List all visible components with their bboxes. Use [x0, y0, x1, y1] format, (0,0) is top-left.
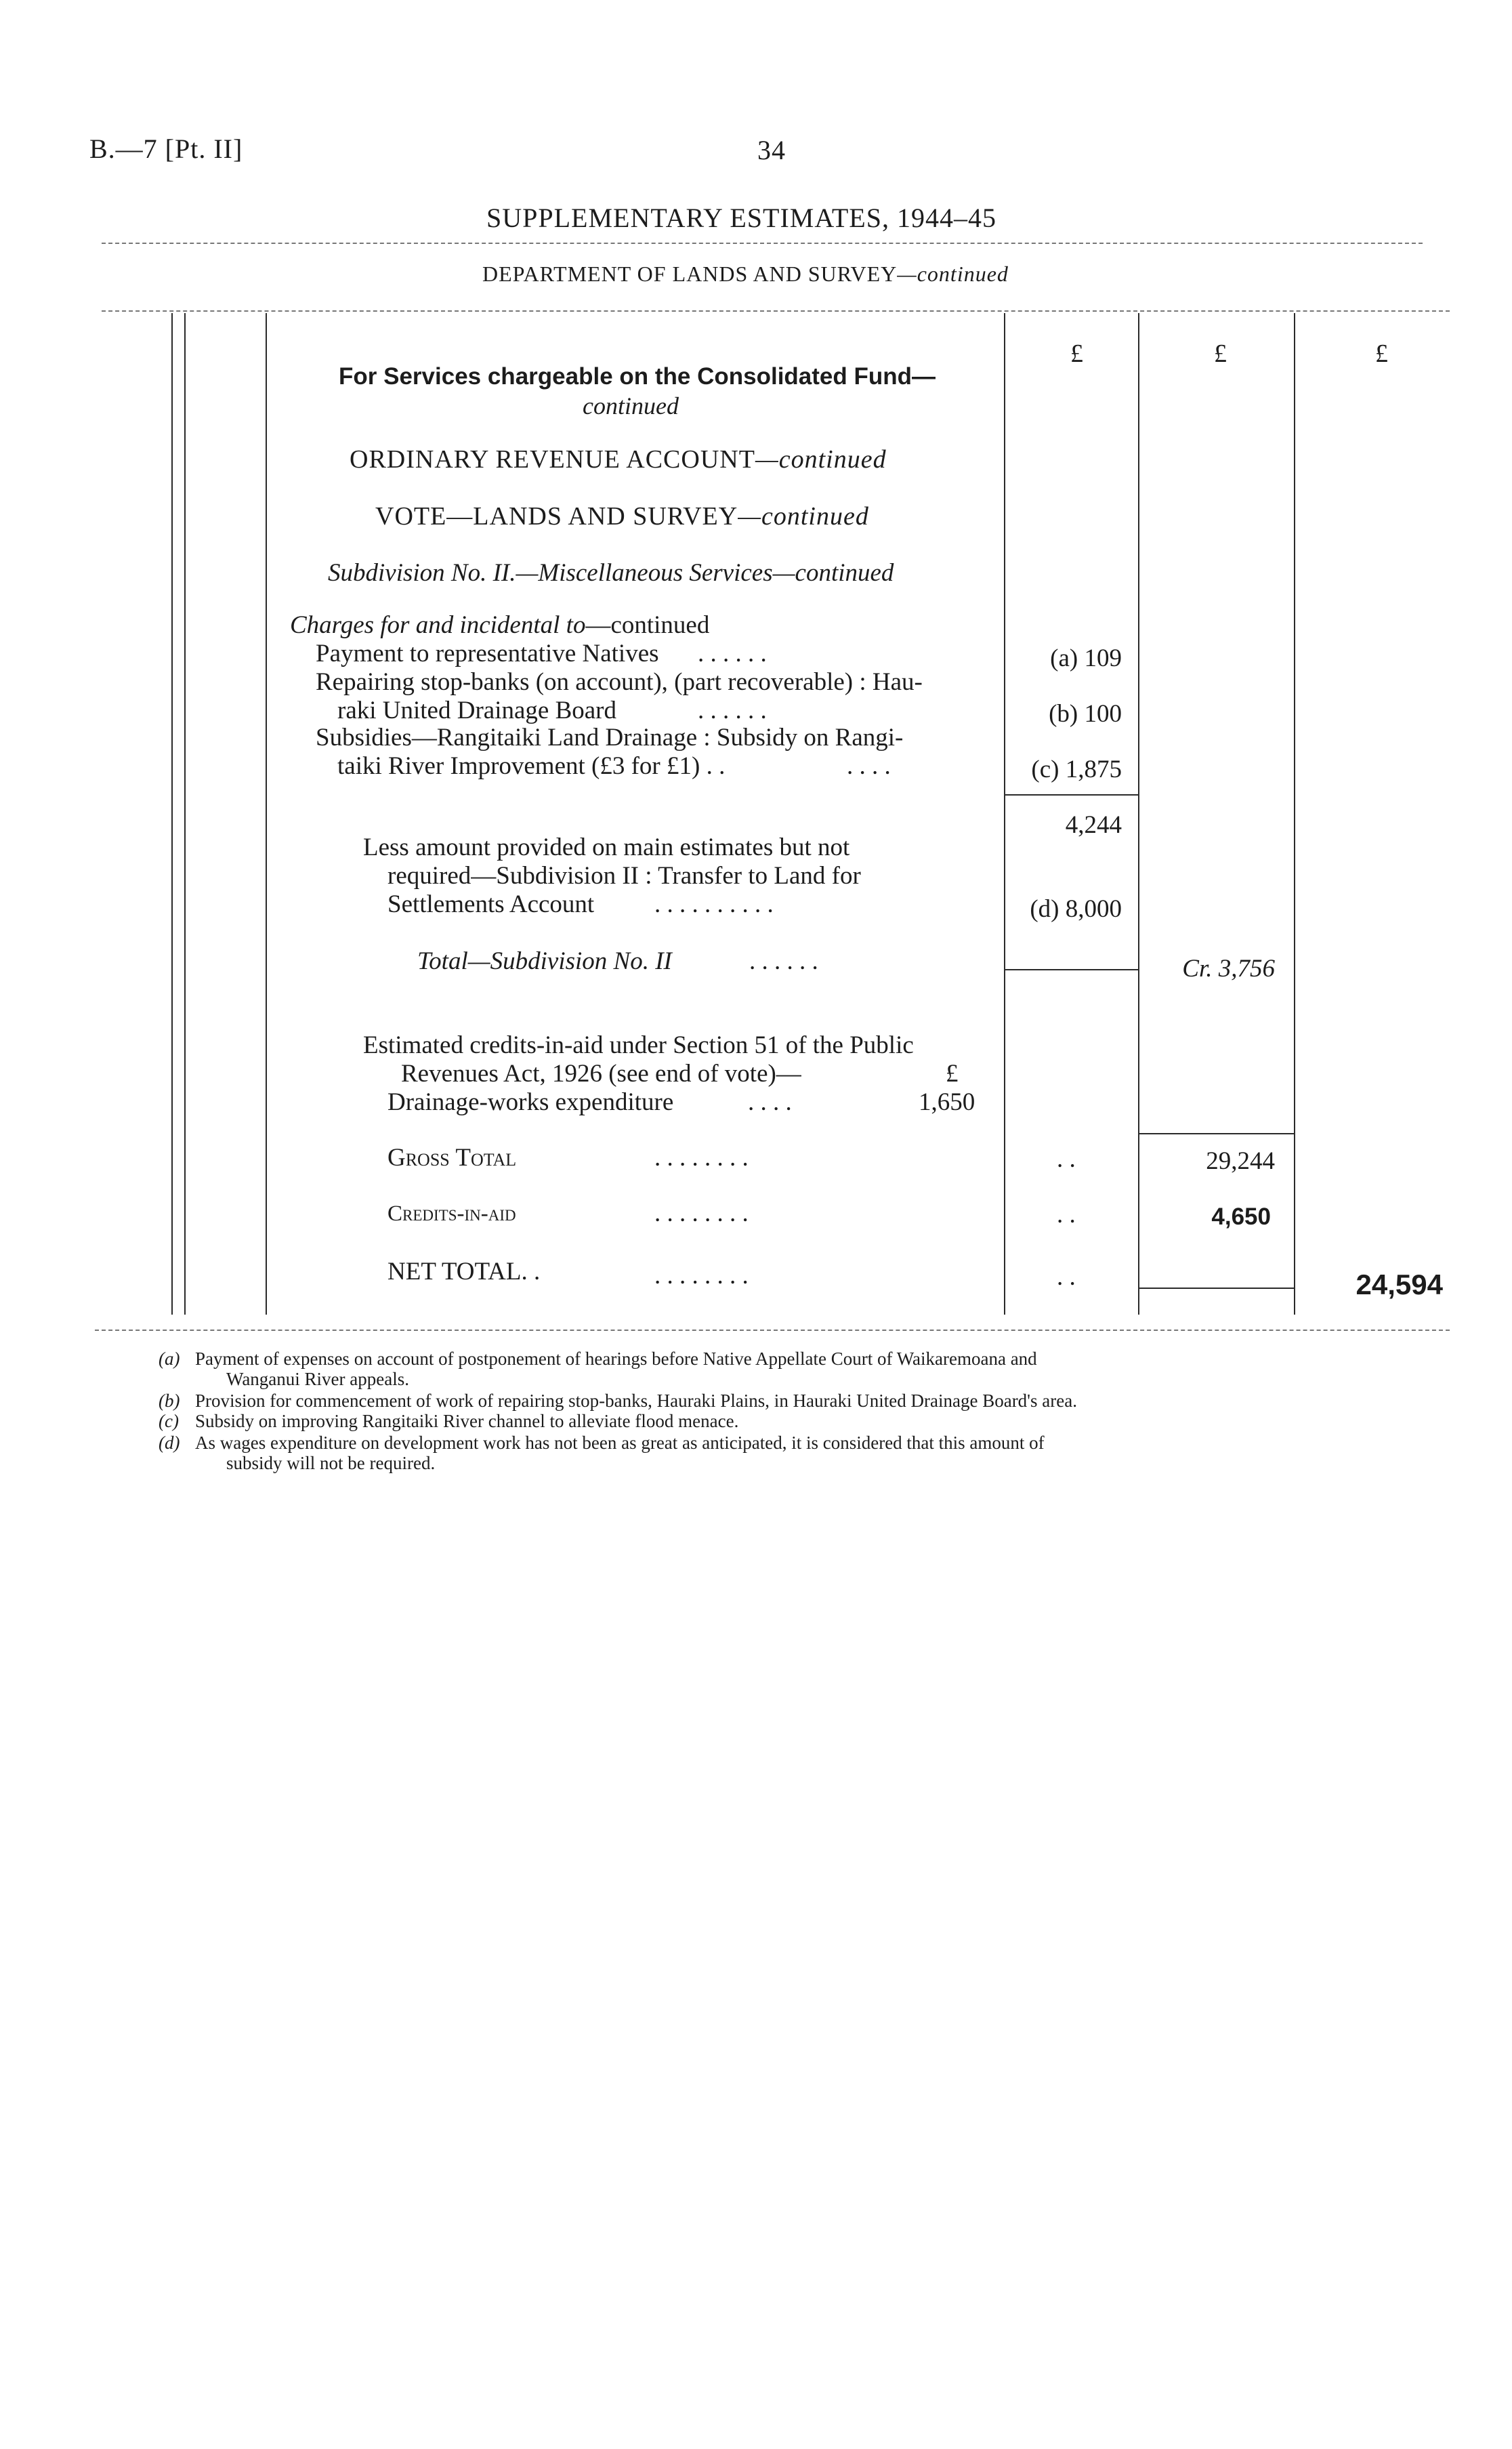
table-bottom-rule	[95, 1330, 1450, 1331]
footnote-d-line2: subsidy will not be required.	[226, 1453, 436, 1473]
gross-total-leaders: . . . . . . . .	[654, 1144, 749, 1172]
credits-note-leaders: . . . .	[748, 1088, 792, 1116]
credits-note-line1: Estimated credits-in-aid under Section 51 of the Public	[363, 1031, 914, 1059]
item-stop-banks-line1: Repairing stop-banks (on account), (part recoverable) : Hau-	[316, 668, 923, 696]
table-top-rule	[102, 310, 1450, 312]
less-amount-line1: Less amount provided on main estimates but not	[363, 834, 850, 861]
footnote-a-line2: Wanganui River appeals.	[226, 1369, 409, 1389]
vote-name: VOTE—LANDS AND SURVEY	[375, 502, 738, 531]
page-number: 34	[757, 135, 786, 165]
net-total-col1-leaders: . .	[1057, 1263, 1076, 1291]
column-1-rule	[1004, 313, 1005, 1315]
subdivision-heading: Subdivision No. II.—Miscellaneous Services—continued	[328, 559, 894, 587]
footnote-a-line1: Payment of expenses on account of postponement of hearings before Native Appellate Court of Waikaremoana and	[195, 1349, 1037, 1369]
item-subsidies-line1: Subsidies—Rangitaiki Land Drainage : Subsidy on Rangi-	[316, 724, 904, 752]
title-rule	[102, 243, 1423, 244]
item-subsidies-line2: taiki River Improvement (£3 for £1) . .	[337, 752, 726, 780]
account-heading	[350, 445, 887, 474]
gross-total-col1-leaders: . .	[1057, 1145, 1076, 1173]
credits-note-line3: Drainage-works expenditure	[387, 1088, 674, 1116]
subtotal-amount: 4,244	[1065, 811, 1122, 839]
total-subdivision-amount	[1142, 954, 1275, 983]
item-stop-banks-line2: raki United Drainage Board	[337, 697, 616, 724]
amount-representative-natives: (a) 109	[1050, 644, 1122, 672]
less-amount-value: (d) 8,000	[1030, 895, 1122, 923]
services-heading-continued: continued	[583, 392, 679, 419]
amount-stop-banks: (b) 100	[1049, 700, 1122, 728]
total-subdivision-leaders: . . . . . .	[749, 947, 818, 975]
footnote-d-line1: As wages expenditure on development work has not been as great as anticipated, it is considered that this amount of	[195, 1433, 1045, 1453]
left-border-rule-inner	[184, 313, 186, 1315]
total-subdivision-rule	[1005, 969, 1138, 970]
less-amount-line3: Settlements Account	[387, 890, 595, 918]
less-amount-line2: required—Subdivision II : Transfer to Land for	[387, 862, 861, 890]
footnote-b-mark: (b)	[159, 1391, 180, 1411]
page-title: SUPPLEMENTARY ESTIMATES, 1944–45	[486, 203, 996, 233]
currency-header-col3: £	[1375, 339, 1388, 368]
credits-note-pound: £	[946, 1060, 959, 1088]
net-total-leaders: . . . . . . . .	[654, 1262, 749, 1290]
account-name: ORDINARY REVENUE ACCOUNT	[350, 445, 755, 474]
department-name: DEPARTMENT OF LANDS AND SURVEY	[482, 262, 898, 286]
credits-note-line2: Revenues Act, 1926 (see end of vote)—	[401, 1060, 801, 1088]
net-total-amount: 24,594	[1356, 1269, 1443, 1300]
total-subdivision-value: Cr. 3,756	[1182, 955, 1275, 983]
item-subsidies-leaders: . . . .	[847, 752, 891, 780]
left-border-rule	[171, 313, 173, 1315]
column-3-rule	[1294, 313, 1295, 1315]
charges-intro	[290, 611, 709, 640]
credits-in-aid-amount: 4,650	[1211, 1203, 1271, 1230]
department-heading	[482, 262, 1009, 287]
item-stop-banks-leaders: . . . . . .	[698, 697, 767, 724]
total-subdivision-label: Total—Subdivision No. II	[417, 947, 672, 975]
vote-continued: —continued	[738, 502, 869, 531]
gross-total-amount: 29,244	[1206, 1147, 1275, 1175]
item-representative-natives: Payment to representative Natives	[316, 640, 659, 667]
footnote-d-mark: (d)	[159, 1433, 180, 1453]
charges-intro-label: Charges for and incidental to	[290, 611, 586, 639]
vote-heading	[375, 501, 869, 531]
footnote-b-text: Provision for commencement of work of repairing stop-banks, Hauraki Plains, in Hauraki United Drainage Board's area.	[195, 1391, 1077, 1411]
currency-header-col2: £	[1214, 339, 1227, 368]
amount-subsidies: (c) 1,875	[1031, 756, 1122, 783]
less-amount-leaders: . . . . . . . . . .	[654, 890, 774, 918]
column-2-rule	[1138, 313, 1139, 1315]
subtotal-rule	[1005, 794, 1138, 796]
item-representative-natives-leaders: . . . . . .	[698, 640, 767, 667]
gross-total-label: Gross Total	[387, 1144, 517, 1172]
description-column-rule	[266, 313, 267, 1315]
credits-in-aid-label: Credits-in-aid	[387, 1201, 516, 1226]
charges-intro-continued: —continued	[585, 611, 710, 639]
document-reference: B.—7 [Pt. II]	[89, 133, 243, 164]
currency-header-col1: £	[1070, 339, 1083, 368]
account-continued: —continued	[755, 445, 887, 474]
net-total-rule	[1139, 1288, 1294, 1289]
footnote-c-mark: (c)	[159, 1411, 179, 1431]
footnote-a-mark: (a)	[159, 1349, 180, 1369]
credits-in-aid-leaders: . . . . . . . .	[654, 1199, 749, 1227]
net-total-label: NET TOTAL. .	[387, 1258, 541, 1285]
gross-total-top-rule	[1139, 1133, 1294, 1134]
department-continued: —continued	[897, 262, 1009, 286]
footnote-c-text: Subsidy on improving Rangitaiki River channel to alleviate flood menace.	[195, 1411, 739, 1431]
credits-note-amount: 1,650	[919, 1088, 975, 1116]
credits-in-aid-col1-leaders: . .	[1057, 1201, 1076, 1229]
services-heading: For Services chargeable on the Consolidated Fund—	[339, 363, 936, 390]
